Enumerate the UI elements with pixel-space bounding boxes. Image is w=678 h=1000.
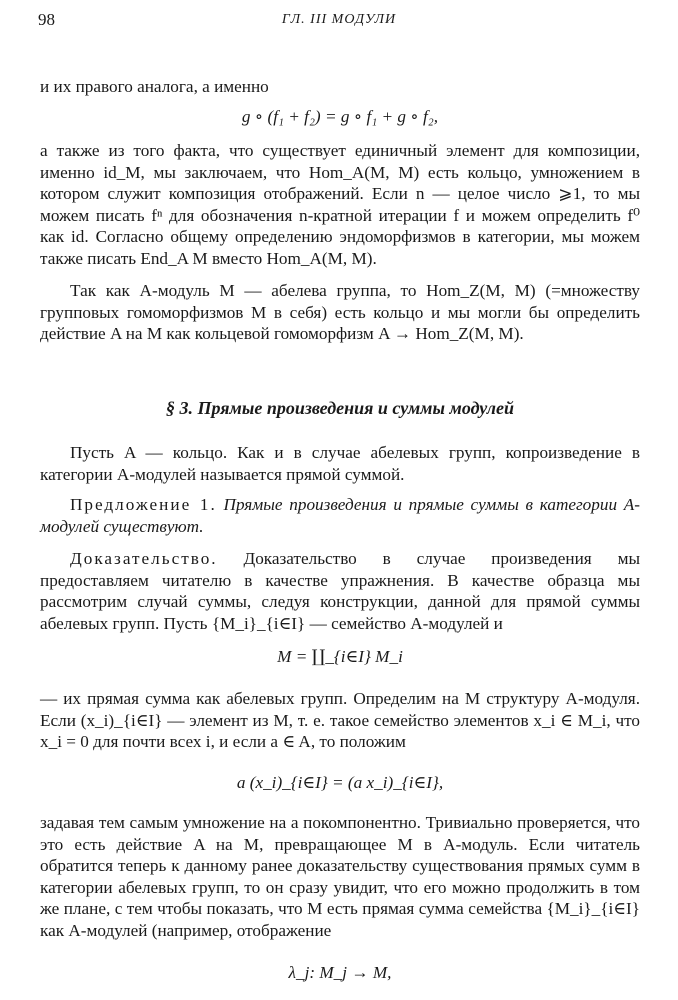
formula-injection: λ_j: M_j → M, xyxy=(288,963,392,982)
proposition-statement: Прямые произведения и прямые суммы в категории A-модулей существуют. xyxy=(40,495,640,536)
proposition xyxy=(40,494,640,537)
paragraph-text: Так как A-модуль M — абелева группа, то Hom_Z(M, M) (=множеству групповых гомоморфизмов M в себя) есть кольцо и мы могли бы определить действие A на M как кольцевой гомоморфизм A → Hom_Z(M, M). xyxy=(40,281,640,343)
running-title: ГЛ. III МОДУЛИ xyxy=(281,12,397,27)
formula-componentwise: a (x_i)_{i∈I} = (a x_i)_{i∈I}, xyxy=(236,773,444,792)
page-header xyxy=(38,10,640,32)
paragraph-text: задавая тем самым умножение на a покомпонентно. Тривиально проверяется, что это есть действие A на M, превращающее M в A-модуль. Если читатель обратится теперь к данному ранее доказательству существования прямых сумм в категории абелевых групп, то он сразу увидит, что его можно продолжить в том же плане, с тем чтобы показать, что M есть прямая сумма семейства {M_i}_{i∈I} как A-модулей (например, отображение xyxy=(40,813,640,940)
proposition-label: Предложение 1. xyxy=(70,495,217,514)
paragraph-intro xyxy=(40,76,640,98)
section-heading: § 3. Прямые произведения и суммы модулей xyxy=(165,398,515,418)
text-line: и их правого аналога, а именно xyxy=(40,77,269,96)
paragraph-direct-sum xyxy=(40,442,640,485)
proof-label: Доказательство. xyxy=(70,549,218,568)
paragraph-module-structure xyxy=(40,688,640,753)
paragraph-hom-ring xyxy=(40,140,640,269)
formula-coproduct: M = ∐_{i∈I} M_i xyxy=(277,647,403,666)
paragraph-hom-z xyxy=(40,280,640,345)
paragraph-text: Пусть A — кольцо. Как и в случае абелевых групп, копроизведение в категории A-модулей называется прямой суммой. xyxy=(40,443,640,484)
paragraph-conclusion xyxy=(40,812,640,941)
page-number: 98 xyxy=(38,10,55,29)
proof-text: Доказательство в случае произведения мы предоставляем читателю в качестве упражнения. В качестве образца мы рассмотрим случай суммы, следуя конструкции, данной для прямой суммы абелевых групп. Пусть {M_i}_{i∈I} — семейство A-модулей и xyxy=(40,549,640,633)
paragraph-text: — их прямая сумма как абелевых групп. Определим на M структуру A-модуля. Если (x_i)_{i∈I} — элемент из M, т. е. такое семейство элементов x_i ∈ M_i, что x_i = 0 для почти всех i, и если a ∈ A, то положим xyxy=(40,689,640,751)
proof xyxy=(40,548,640,634)
formula-composition: g ∘ (f₁ + f₂) = g ∘ f₁ + g ∘ f₂, xyxy=(241,107,439,126)
paragraph-text: а также из того факта, что существует единичный элемент для композиции, именно id_M, мы заключаем, что Hom_A(M, M) есть кольцо, умножением в котором служит композиция отображений. Если n — целое число ⩾1, то мы можем писать fⁿ для обозначения n-кратной итерации f и можем определить f⁰ как id. Согласно общему определению эндоморфизмов в категории, мы можем также писать End_A M вместо Hom_A(M, M). xyxy=(40,141,640,268)
